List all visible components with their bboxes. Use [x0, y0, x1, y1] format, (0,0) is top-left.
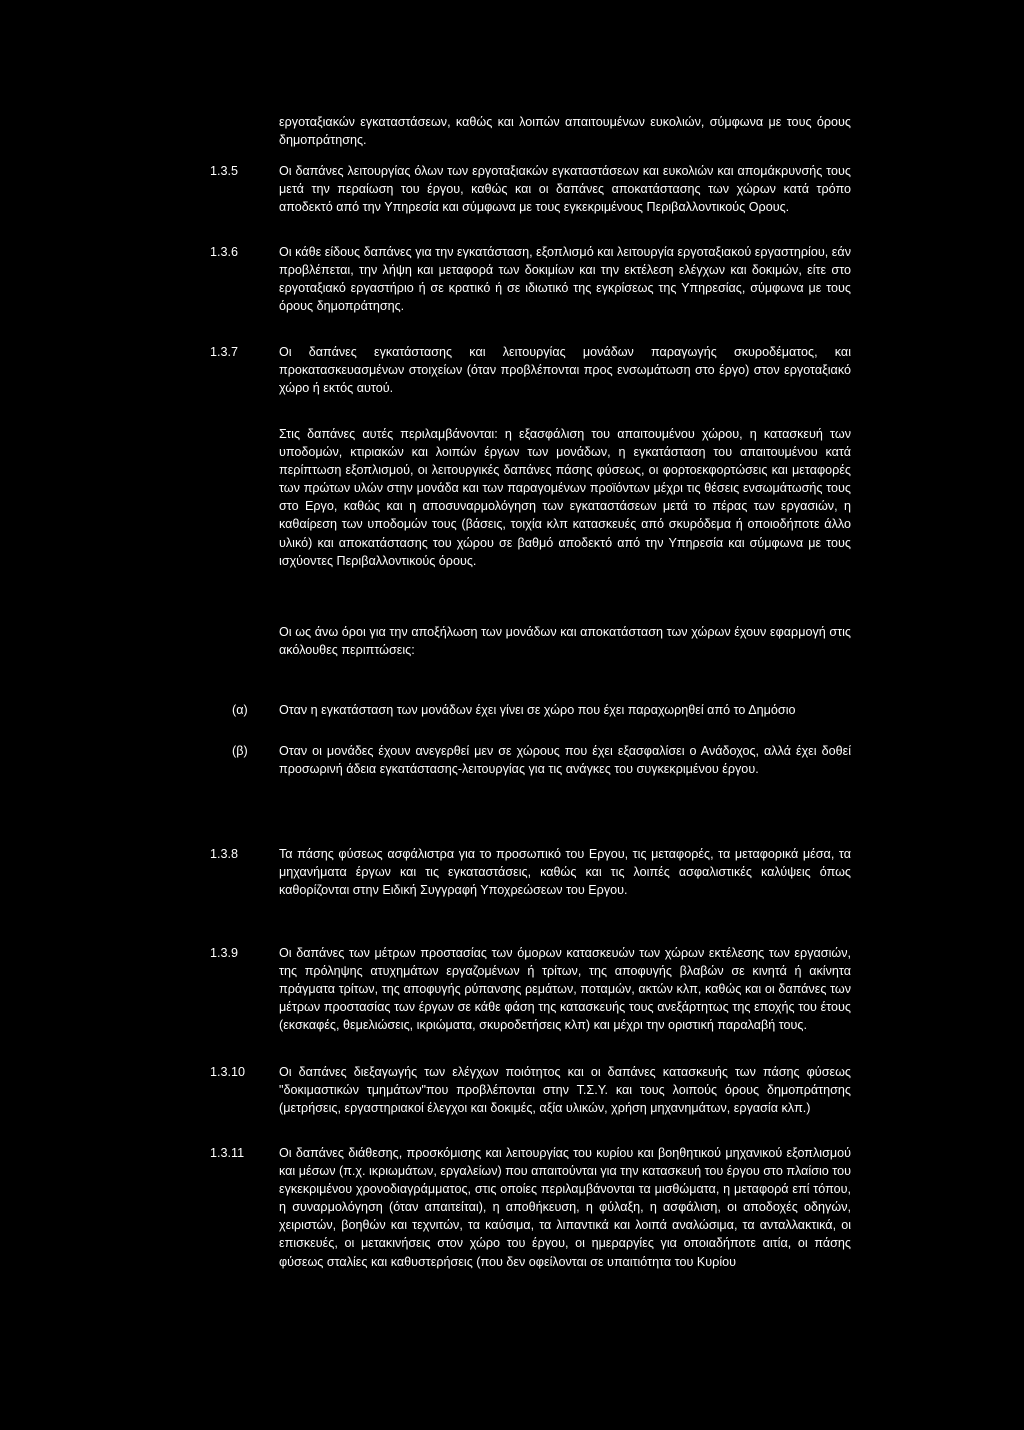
clause-number: 1.3.10	[210, 1065, 246, 1079]
clause-text: Οι δαπάνες εγκατάστασης και λειτουργίας μονάδων παραγωγής σκυροδέματος, και προκατασκευασμένων στοιχείων (όταν προβλέπονται προς ενσωμάτωση στο έργο) στον εργοταξιακό χώρο ή εκτός αυτού.	[279, 345, 851, 396]
clause-text: Τα πάσης φύσεως ασφάλιστρα για το προσωπικό του Εργου, τις μεταφορές, τα μεταφορικά μέσα, τα μηχανήματα έργων και τις εγκαταστάσεις, καθώς και τις λοιπές ασφαλιστικές καλύψεις όπως καθορίζονται στην Ειδική Συγγραφή Υποχρεώσεων του Εργου.	[279, 847, 851, 898]
clause-text: Οι δαπάνες διεξαγωγής των ελέγχων ποιότητος και οι δαπάνες κατασκευής των πάσης φύσεως "δοκιμαστικών τμημάτων"που προβλέπονται στην Τ.Σ.Υ. και τους λοιπούς όρους δημοπράτησης (μετρήσεις, εργαστηριακοί έλεγχοι και δοκιμές, αξία υλικών, χρήση μηχανημάτων, εργασία κλπ.)	[279, 1065, 851, 1116]
clause-number: 1.3.9	[210, 946, 239, 960]
case-text: Οταν η εγκατάσταση των μονάδων έχει γίνει σε χώρο που έχει παραχωρηθεί από το Δημόσιο	[279, 703, 796, 717]
clause-number: 1.3.7	[210, 345, 239, 359]
clause-number: 1.3.5	[210, 164, 239, 178]
clause-number: 1.3.11	[210, 1146, 245, 1160]
intro-continuation: εργοταξιακών εγκαταστάσεων, καθώς και λοιπών απαιτουμένων ευκολιών, σύμφωνα με τους όρους δημοπράτησης.	[279, 115, 851, 148]
clause-text: Οι δαπάνες των μέτρων προστασίας των όμορων κατασκευών των χώρων εκτέλεσης των εργασιών, της πρόληψης ατυχημάτων εργαζομένων ή τρίτων, της αποφυγής βλαβών σε κινητά ή ακίνητα πράγματα τρίτων, της αποφυγής ρύπανσης ρεμάτων, ποταμών, ακτών κλπ, καθώς και οι δαπάνες των μέτρων προστασίας των έργων σε κάθε φάση της κατασκευής τους ανεξάρτητως της εποχής του έτους (εκσκαφές, θεμελιώσεις, ικριώματα, σκυροδετήσεις κλπ) και μέχρι την οριστική παραλαβή τους.	[279, 946, 851, 1033]
clause-text: Οι δαπάνες διάθεσης, προσκόμισης και λειτουργίας του κυρίου και βοηθητικού μηχανικού εξοπλισμού και μέσων (π.χ. ικριωμάτων, εργαλείων) που απαιτούνται για την κατασκευή του έργου στο πλαίσιο του εγκεκριμένου χρονοδιαγράμματος, στις οποίες περιλαμβάνονται τα μισθώματα, η μεταφορά επί τόπου, η συναρμολόγηση (όταν απαιτείται), η αποθήκευση, η φύλαξη, η ασφάλιση, οι αποδοχές οδηγών, χειριστών, βοηθών και τεχνιτών, τα καύσιμα, τα λιπαντικά και λοιπά αναλώσιμα, τα ανταλλακτικά, οι επισκευές, οι μετακινήσεις στον χώρο του έργου, οι ημεραργίες για οποιαδήποτε αιτία, οι πάσης φύσεως σταλίες και καθυστερήσεις (που δεν οφείλονται σε υπαιτιότητα του Κυρίου	[279, 1146, 851, 1269]
case-text: Οταν οι μονάδες έχουν ανεγερθεί μεν σε χώρους που έχει εξασφαλίσει ο Ανάδοχος, αλλά έχει δοθεί προσωρινή άδεια εγκατάστασης-λειτουργίας για τις ανάγκες του συγκεκριμένου έργου.	[279, 744, 851, 777]
clause-number: 1.3.8	[210, 847, 239, 861]
case-label: (α)	[232, 703, 248, 717]
clause-text: Οι δαπάνες λειτουργίας όλων των εργοταξιακών εγκαταστάσεων και ευκολιών και απομάκρυνσής τους μετά την περαίωση του έργου, καθώς και οι δαπάνες αποκατάστασης των χώρων κατά τρόπο αποδεκτό από την Υπηρεσία και σύμφωνα με τους εγκεκριμένους Περιβαλλοντικούς Ορους.	[279, 164, 851, 215]
case-label: (β)	[232, 744, 248, 758]
paragraph-conditions: Οι ως άνω όροι για την αποξήλωση των μονάδων και αποκατάσταση των χώρων έχουν εφαρμογή στις ακόλουθες περιπτώσεις:	[279, 625, 851, 658]
paragraph-included-costs: Στις δαπάνες αυτές περιλαμβάνονται: η εξασφάλιση του απαιτουμένου χώρου, η κατασκευή των υποδομών, κτιριακών και λοιπών έργων των μονάδων, η εγκατάσταση του απαιτουμένου κατά περίπτωση εξοπλισμού, οι λειτουργικές δαπάνες πάσης φύσεως, οι φορτοεκφορτώσεις και μεταφορές των πρώτων υλών στην μονάδα και των παραγομένων προϊόντων μέχρι τις θέσεις ενσωμάτωσής τους στο Εργο, καθώς και η αποσυναρμολόγηση των εγκαταστάσεων μετά το πέρας των εργασιών, η καθαίρεση των υποδομών τους (βάσεις, τοιχία κλπ κατασκευές από σκυρόδεμα ή οποιοδήποτε άλλο υλικό) και αποκατάστασης του χώρου σε βαθμό αποδεκτό από την Υπηρεσία και σύμφωνα με τους ισχύοντες Περιβαλλοντικούς όρους.	[279, 427, 851, 568]
clause-number: 1.3.6	[210, 245, 239, 259]
clause-text: Οι κάθε είδους δαπάνες για την εγκατάσταση, εξοπλισμό και λειτουργία εργοταξιακού εργαστηρίου, εάν προβλέπεται, την λήψη και μεταφορά των δοκιμίων και την εκτέλεση ελέγχων και δοκιμών, είτε στο εργοταξιακό εργαστήριο ή σε κρατικό ή σε ιδιωτικό της εγκρίσεως της Υπηρεσίας, σύμφωνα με τους όρους δημοπράτησης.	[279, 245, 851, 314]
